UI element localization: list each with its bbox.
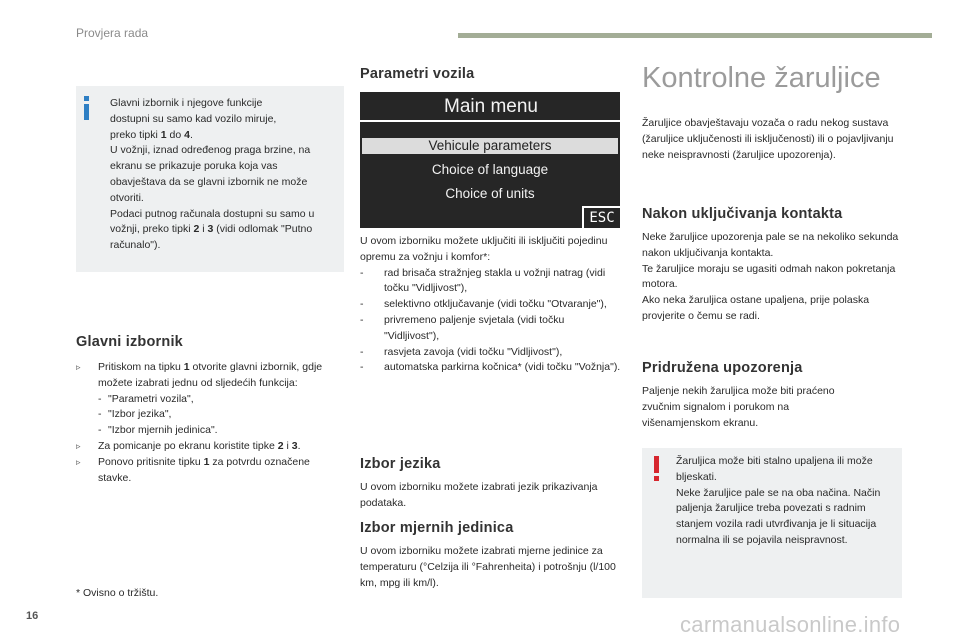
kontrolne-intro: Žaruljice obavještavaju vozača o radu nekog sustava (žaruljice uključenosti ili isključenosti) ili o pojavljivanju neke neispravnosti (žaruljice upozorenja). — [642, 117, 894, 161]
glavni-izbornik-heading: Glavni izbornik — [76, 334, 183, 350]
watermark: carmanualsonline.info — [680, 612, 901, 637]
izbor-jezika-text: U ovom izborniku možete izabrati jezik prikazivanja podataka. — [360, 481, 598, 509]
list-item: ▹ Ponovo pritisnite tipku 1 za potvrdu označene stavke. — [76, 455, 310, 484]
list-item: - automatska parkirna kočnica* (vidi točku "Vožnja"). — [360, 361, 621, 374]
page-number: 16 — [26, 610, 39, 622]
izbor-jezika-heading: Izbor jezika — [360, 456, 441, 472]
footnote: * Ovisno o tržištu. — [76, 587, 159, 599]
pridruzena-upozorenja-heading: Pridružena upozorenja — [642, 360, 803, 376]
sub-item: - "Izbor jezika", — [98, 408, 172, 421]
header-divider-bar — [458, 33, 932, 38]
kontrolne-zaruljice-title: Kontrolne žaruljice — [642, 62, 881, 94]
info-paragraph-2: U vožnji, iznad određenog praga brzine, na ekranu se prikazuje poruka koja vas obavještava da se glavni izbornik ne može otvoriti. — [110, 144, 311, 204]
esc-label: ESC — [582, 206, 620, 228]
main-menu-screen — [360, 92, 620, 228]
parametri-vozila-text: U ovom izborniku možete uključiti ili isključiti pojedinu opremu za vožnju i komfor*: - rad brisača stražnjeg stakla u vožnji natrag (vidi točku "Vidljivost"), - selektivno otključavanje (vidi točku "Otvaranje"), - privremeno paljenje svjetala (vidi točku "Vidljivost"), - rasvjeta zavoja (vidi točku "Vidljivost"), - automatska parkirna kočnica* (vidi točku "Vožnja"). — [360, 234, 622, 376]
screen-divider — [360, 120, 620, 122]
list-item: - rad brisača stražnjeg stakla u vožnji natrag (vidi točku "Vidljivost"), — [360, 266, 606, 295]
arrow-bullet-icon: ▹ — [76, 362, 81, 372]
arrow-bullet-icon: ▹ — [76, 456, 81, 467]
parametri-vozila-heading: Parametri vozila — [360, 66, 475, 82]
pridruzena-upozorenja-text: Paljenje nekih žaruljica može biti praćeno zvučnim signalom i porukom na višenamjenskom ekranu. — [642, 385, 835, 429]
warning-box — [642, 448, 902, 598]
list-item: ▹ Pritiskom na tipku 1 otvorite glavni izbornik, gdje možete izabrati jednu od sljedećih funkcija: - "Parametri vozila", - "Izbor jezika", - "Izbor mjernih jedinica". — [76, 360, 346, 439]
glavni-izbornik-list — [76, 360, 346, 486]
izbor-mjernih-heading: Izbor mjernih jedinica — [360, 520, 514, 536]
screen-title: Main menu — [444, 96, 538, 117]
warning-text: Žaruljica može biti stalno upaljena ili može bljeskati. Neke žaruljice pale se na oba načina. Način paljenja žaruljice treba povezati s radnim stanjem vozila radi utvrđivanja je li situacija normalna ili se pojavila neispravnost. — [676, 455, 881, 546]
izbor-mjernih-text: U ovom izborniku možete izabrati mjerne jedinice za temperaturu (°Celzija ili °Fahrenheita) i potrošnju (l/100 km, mpg ili km/l). — [360, 545, 616, 589]
screen-selected-item: Vehicule parameters — [362, 138, 618, 154]
info-paragraph-3: Podaci putnog računala dostupni su samo u vožnji, preko tipki 2 i 3 (vidi odlomak "Putno računalo"). — [110, 207, 315, 252]
nakon-ukljucivanja-heading: Nakon uključivanja kontakta — [642, 206, 843, 222]
list-item: ▹ Za pomicanje po ekranu koristite tipke 2 i 3. — [76, 439, 346, 455]
screen-menu-item: Choice of language — [431, 162, 549, 177]
info-paragraph-1: Glavni izbornik i njegove funkcije dostupni su samo kad vozilo miruje, preko tipki 1 do 4. — [110, 97, 277, 141]
info-box — [76, 86, 344, 272]
sub-item: - "Izbor mjernih jedinica". — [98, 424, 218, 437]
list-item: - rasvjeta zavoja (vidi točku "Vidljivost"), — [360, 345, 563, 358]
section-title: Provjera rada — [76, 26, 149, 40]
warning-icon — [654, 456, 660, 482]
nakon-ukljucivanja-text: Neke žaruljice upozorenja pale se na nekoliko sekunda nakon uključivanja kontakta. Te žaruljice moraju se ugasiti odmah nakon pokretanja motora. Ako neka žaruljica ostane upaljena, prije polaska provjerite o čemu se radi. — [642, 231, 899, 322]
list-item: - selektivno otključavanje (vidi točku "Otvaranje"), — [360, 298, 607, 311]
list-item: - privremeno paljenje svjetala (vidi točku "Vidljivost"), — [360, 313, 565, 342]
screen-menu-item: Choice of units — [445, 186, 535, 201]
sub-item: - "Parametri vozila", — [98, 392, 194, 405]
info-icon — [84, 96, 92, 120]
info-text — [110, 96, 336, 254]
arrow-bullet-icon: ▹ — [76, 440, 81, 451]
